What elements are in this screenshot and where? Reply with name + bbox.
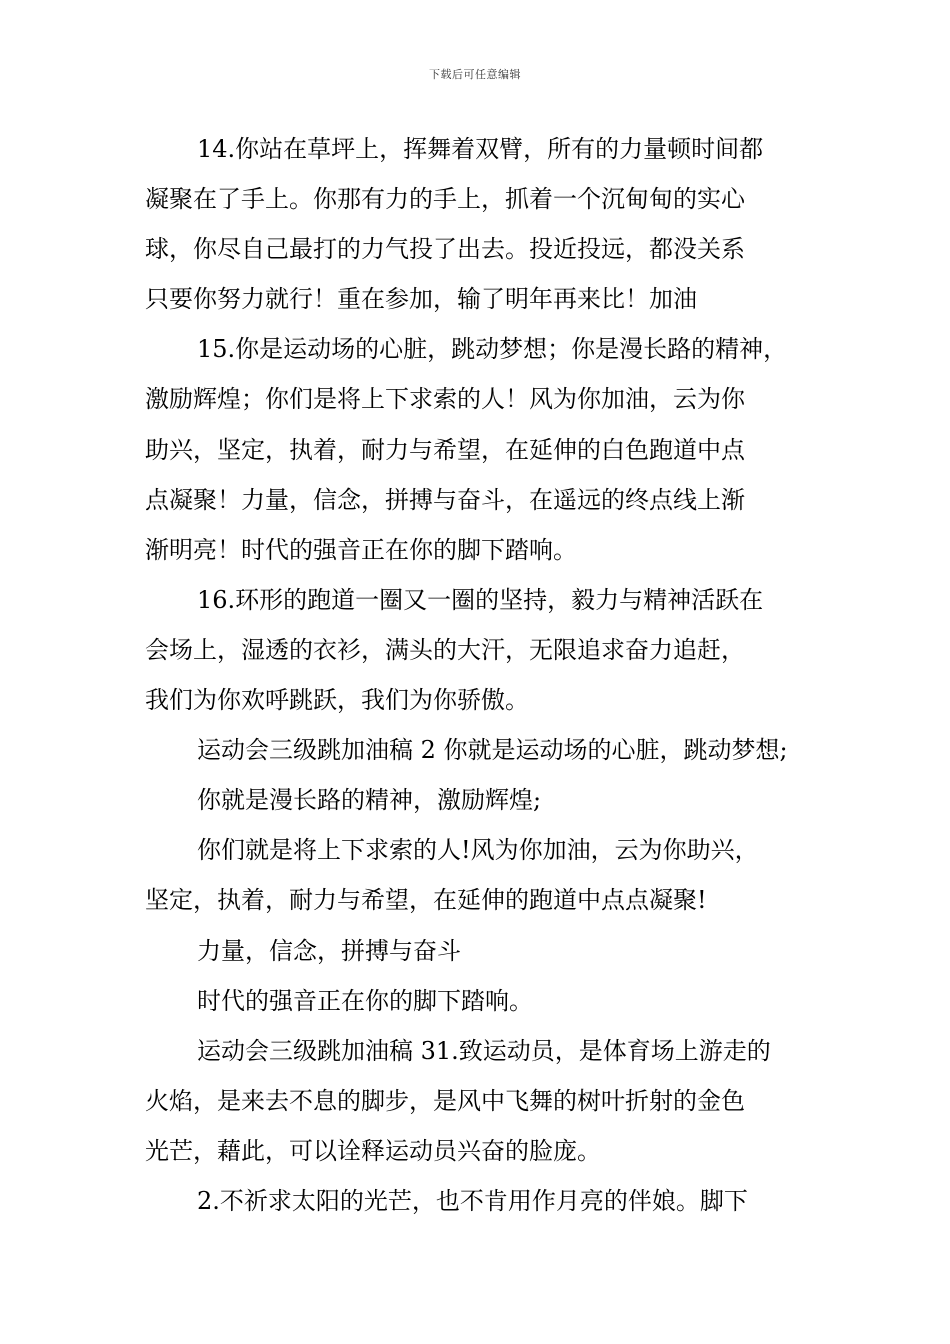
text-line: 球，你尽自己最打的力气投了出去。投近投远，都没关系 xyxy=(145,235,745,264)
text-line: 运动会三级跳加油稿 2 你就是运动场的心脏，跳动梦想; xyxy=(197,736,788,765)
text-line: 会场上，湿透的衣衫，满头的大汗，无限追求奋力追赶， xyxy=(145,635,745,664)
text-line: 光芒，藉此，可以诠释运动员兴奋的脸庞。 xyxy=(145,1136,601,1165)
text-line: 你们就是将上下求索的人!风为你加油，云为你助兴， xyxy=(197,836,759,865)
text-line: 我们为你欢呼跳跃，我们为你骄傲。 xyxy=(145,686,529,715)
text-line: 15.你是运动场的心脏，跳动梦想；你是漫长路的精神， xyxy=(197,335,788,364)
text-line: 运动会三级跳加油稿 31.致运动员，是体育场上游走的 xyxy=(197,1036,771,1065)
text-line: 助兴，坚定，执着，耐力与希望，在延伸的白色跑道中点 xyxy=(145,435,745,464)
text-line: 坚定，执着，耐力与希望，在延伸的跑道中点点凝聚! xyxy=(145,886,707,915)
text-line: 激励辉煌；你们是将上下求索的人！风为你加油，云为你 xyxy=(145,385,745,414)
text-line: 火焰，是来去不息的脚步，是风中飞舞的树叶折射的金色 xyxy=(145,1086,745,1115)
text-line: 力量，信念，拼搏与奋斗 xyxy=(197,936,461,965)
page-header-note: 下载后可任意编辑 xyxy=(429,68,521,81)
text-line: 点凝聚！力量，信念，拼搏与奋斗，在遥远的终点线上渐 xyxy=(145,485,745,514)
document-body xyxy=(145,124,825,1226)
text-line: 渐明亮！时代的强音正在你的脚下踏响。 xyxy=(145,535,577,564)
text-line: 16.环形的跑道一圈又一圈的坚持，毅力与精神活跃在 xyxy=(197,585,764,614)
text-line: 凝聚在了手上。你那有力的手上，抓着一个沉甸甸的实心 xyxy=(145,185,745,214)
text-line: 14.你站在草坪上，挥舞着双臂，所有的力量顿时间都 xyxy=(197,135,764,163)
text-line: 时代的强音正在你的脚下踏响。 xyxy=(197,986,533,1015)
text-line: 只要你努力就行！重在参加，输了明年再来比！加油 xyxy=(145,285,697,314)
text-line: 2.不祈求太阳的光芒，也不肯用作月亮的伴娘。脚下 xyxy=(197,1186,748,1215)
text-line: 你就是漫长路的精神，激励辉煌; xyxy=(197,786,542,815)
